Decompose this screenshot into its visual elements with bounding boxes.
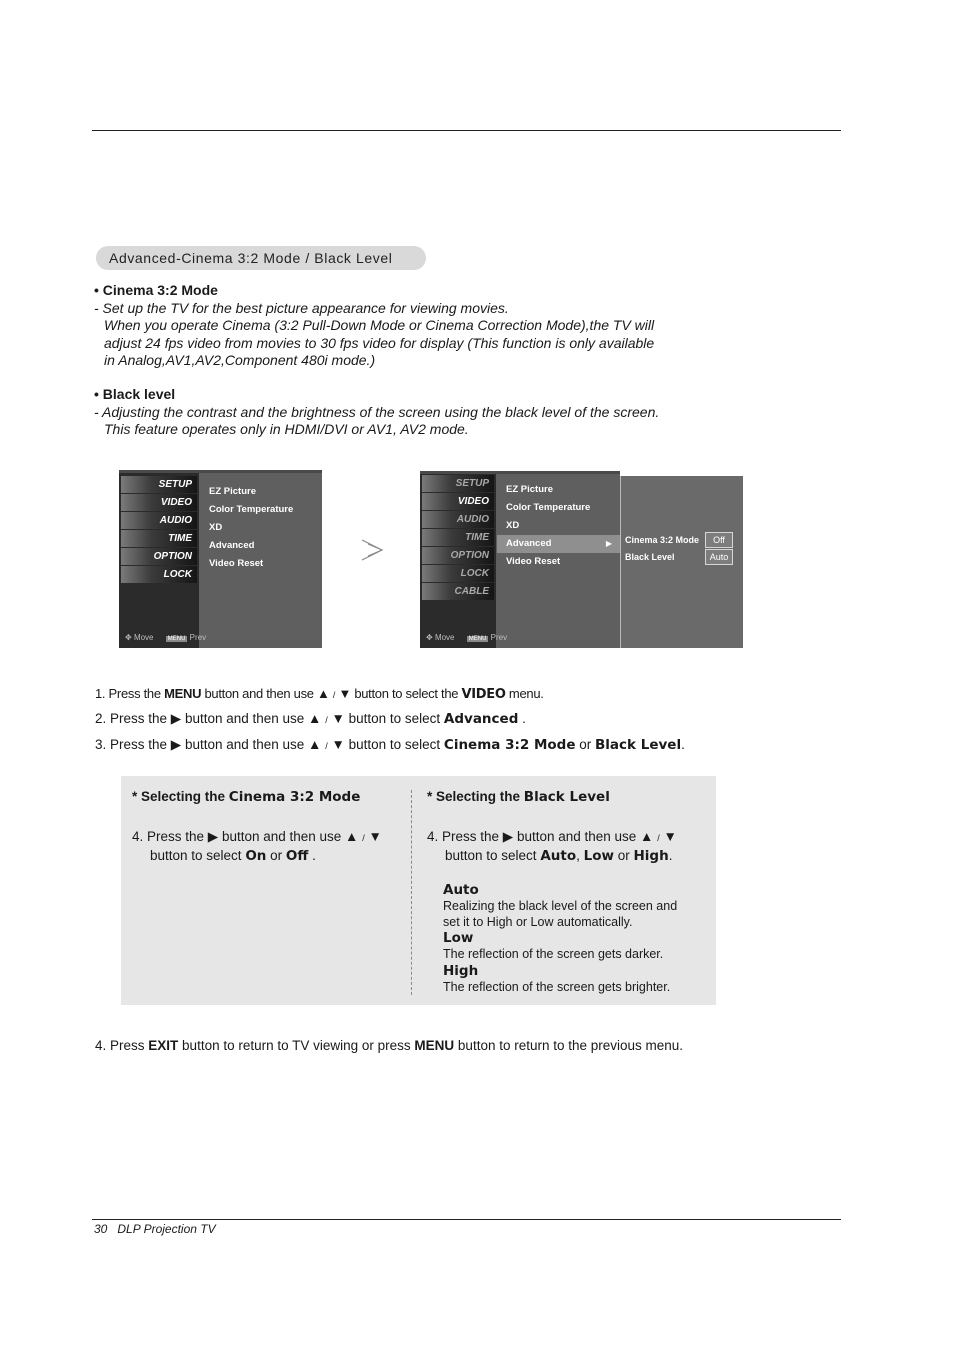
cinema-selection-header: * Selecting the Cinema 3:2 Mode (132, 789, 361, 805)
sidebar-item-time[interactable]: TIME (422, 529, 494, 546)
step-2: 2. Press the ▶ button and then use ▲ / ▼ button to select Advanced . (95, 711, 526, 727)
up-arrow-icon: ▲ (345, 829, 359, 844)
submenu-row-black-level-label[interactable]: Black Level (625, 552, 675, 562)
menu-item-list (200, 483, 322, 573)
advanced-keyword: Advanced (443, 711, 519, 727)
menu-item-video-reset[interactable]: Video Reset (209, 558, 264, 569)
sidebar-item-audio[interactable]: AUDIO (422, 511, 494, 528)
high-option: High (633, 848, 669, 864)
section-title: Advanced-Cinema 3:2 Mode / Black Level (96, 246, 426, 270)
footer-prev-label: Prev (490, 633, 508, 642)
menu-item-advanced[interactable]: Advanced (209, 540, 255, 551)
auto-desc-line1: Realizing the black level of the screen and (443, 899, 678, 913)
cinema-desc (94, 300, 654, 370)
menu-keyword: MENU (414, 1038, 455, 1053)
right-arrow-icon: ▶ (502, 829, 514, 844)
sidebar-item-video[interactable]: VIDEO (121, 494, 197, 511)
sidebar-item-setup[interactable]: SETUP (422, 475, 494, 492)
step-3: 3. Press the ▶ button and then use ▲ / ▼ button to select Cinema 3:2 Mode or Black Level. (95, 737, 685, 753)
menu-key-icon: MENU (468, 636, 487, 642)
high-title: High (443, 962, 479, 979)
next-screen-arrow-icon (360, 538, 386, 562)
menu-item-advanced-label: Advanced (506, 538, 552, 549)
black-line1: - Adjusting the contrast and the brightness of the screen using the black level of the screen. (94, 403, 660, 420)
step-1: 1. Press the MENU button and then use ▲ / ▼ button to select the VIDEO menu. (95, 686, 544, 702)
black-section (94, 386, 659, 439)
auto-desc-line2: set it to High or Low automatically. (443, 914, 633, 929)
move-icon: ✥ (125, 633, 132, 642)
sidebar-item-setup[interactable]: SETUP (121, 476, 197, 493)
menu-footer (426, 633, 507, 642)
down-arrow-icon: ▼ (368, 829, 382, 844)
cinema-line4: in Analog,AV1,AV2,Component 480i mode.) (104, 352, 376, 368)
sidebar-item-cable[interactable]: CABLE (422, 583, 494, 600)
submenu-row-cinema-label[interactable]: Cinema 3:2 Mode (625, 535, 700, 545)
sidebar-item-option[interactable]: OPTION (121, 548, 197, 565)
sidebar-item-audio[interactable]: AUDIO (121, 512, 197, 529)
video-keyword: VIDEO (461, 687, 506, 702)
down-arrow-icon: ▼ (338, 686, 352, 701)
cinema-selection-column (132, 788, 402, 865)
auto-title: Auto (443, 882, 479, 898)
cinema-keyword: Cinema 3:2 Mode (443, 737, 576, 753)
black-level-selection-options: button to select Auto, Low or High. (445, 848, 673, 864)
footer-move-label: Move (133, 633, 154, 642)
menu-item-ez-picture[interactable]: EZ Picture (506, 484, 553, 495)
low-option: Low (583, 848, 614, 864)
black-level-selection-header: * Selecting the Black Level (427, 789, 610, 805)
down-arrow-icon: ▼ (663, 829, 677, 844)
right-arrow-icon: ▶ (207, 829, 219, 844)
step-4: 4. Press EXIT button to return to TV viewing or press MENU button to return to the previous menu. (95, 1038, 684, 1053)
menu-key-icon: MENU (167, 636, 186, 642)
off-option: Off (285, 848, 309, 864)
cinema-line1: - Set up the TV for the best picture appearance for viewing movies. (94, 299, 509, 316)
up-arrow-icon: ▲ (640, 829, 654, 844)
right-arrow-icon: ▶ (170, 711, 182, 726)
menu-item-advanced[interactable] (497, 535, 620, 553)
black-line2: This feature operates only in HDMI/DVI or AV1, AV2 mode. (104, 421, 469, 437)
cinema-section (94, 282, 654, 370)
sidebar-item-video[interactable]: VIDEO (422, 493, 494, 510)
video-menu-screen-1 (119, 473, 322, 648)
down-arrow-icon: ▼ (331, 711, 345, 726)
submenu-arrow-icon: ▶ (605, 539, 612, 548)
black-level-selection-column (427, 788, 712, 995)
menu-item-xd[interactable]: XD (506, 520, 520, 531)
footer-move-label: Move (434, 633, 455, 642)
menu-item-ez-picture[interactable]: EZ Picture (209, 486, 256, 497)
high-desc: The reflection of the screen gets brighter. (443, 979, 671, 994)
cinema-mode-value[interactable]: Off (705, 532, 733, 548)
black-title: • Black level (94, 386, 176, 402)
black-level-definitions (427, 882, 712, 995)
video-menu-screen-2 (420, 474, 620, 648)
black-desc (94, 404, 659, 439)
top-rule (92, 130, 841, 131)
sidebar-item-lock[interactable]: LOCK (121, 566, 197, 583)
black-level-keyword: Black Level (595, 737, 682, 753)
cinema-line3: adjust 24 fps video from movies to 30 fps video for display (This function is only available (104, 334, 655, 351)
exit-keyword: EXIT (148, 1038, 179, 1053)
auto-option: Auto (540, 848, 577, 864)
sidebar-item-option[interactable]: OPTION (422, 547, 494, 564)
down-arrow-icon: ▼ (331, 737, 345, 752)
sidebar-item-lock[interactable]: LOCK (422, 565, 494, 582)
advanced-submenu (620, 476, 743, 648)
menu-sidebar (119, 473, 207, 648)
cinema-selection-options: button to select On or Off . (150, 848, 316, 864)
cinema-selection-step: 4. Press the ▶ button and then use ▲ / ▼ (132, 829, 382, 844)
column-divider (411, 790, 412, 995)
menu-sidebar (420, 474, 508, 648)
page-footer: 30 DLP Projection TV (94, 1222, 216, 1236)
footer-prev-label: Prev (189, 633, 207, 642)
up-arrow-icon: ▲ (308, 711, 322, 726)
on-option: On (245, 848, 267, 864)
menu-item-video-reset[interactable]: Video Reset (506, 556, 561, 567)
cinema-line2: When you operate Cinema (3:2 Pull-Down Mode or Cinema Correction Mode),the TV will (104, 317, 655, 333)
bottom-rule (92, 1219, 841, 1220)
up-arrow-icon: ▲ (317, 686, 330, 701)
move-icon: ✥ (426, 633, 433, 642)
sidebar-item-time[interactable]: TIME (121, 530, 197, 547)
up-arrow-icon: ▲ (308, 737, 322, 752)
menu-footer (125, 633, 206, 642)
menu-item-list (497, 481, 620, 571)
black-level-value[interactable]: Auto (705, 549, 733, 565)
right-arrow-icon: ▶ (170, 737, 182, 752)
low-title: Low (443, 930, 474, 946)
low-desc: The reflection of the screen gets darker. (443, 947, 664, 961)
cinema-title: • Cinema 3:2 Mode (94, 282, 218, 298)
menu-keyword: MENU (164, 686, 202, 701)
menu-item-xd[interactable]: XD (209, 522, 223, 533)
black-level-selection-step: 4. Press the ▶ button and then use ▲ / ▼ (427, 829, 677, 844)
menu-item-color-temperature[interactable]: Color Temperature (506, 502, 591, 513)
menu-item-color-temperature[interactable]: Color Temperature (209, 504, 294, 515)
